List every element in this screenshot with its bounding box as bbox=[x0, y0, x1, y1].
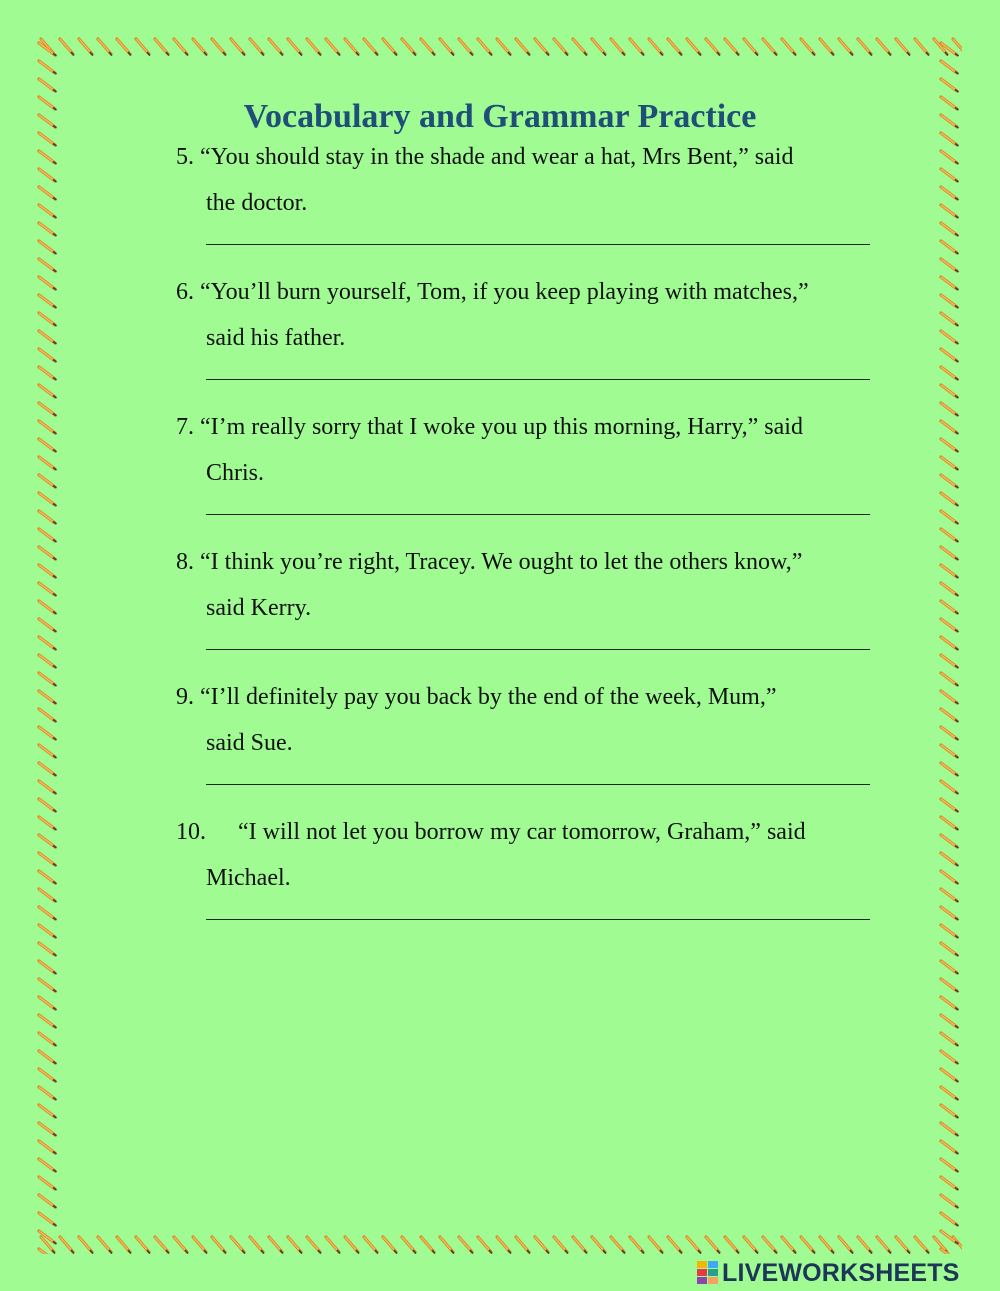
question-5 bbox=[176, 143, 876, 216]
answer-line-10[interactable] bbox=[206, 901, 870, 920]
question-text-continued: said Kerry. bbox=[206, 595, 312, 621]
question-number: 8. bbox=[176, 549, 194, 575]
question-number: 6. bbox=[176, 279, 194, 305]
answer-line-6[interactable] bbox=[206, 361, 870, 380]
liveworksheets-logo-icon bbox=[697, 1261, 719, 1285]
pencil-border-top bbox=[38, 36, 962, 58]
question-number: 10. bbox=[176, 819, 206, 845]
answer-line-5[interactable] bbox=[206, 226, 870, 245]
answer-line-9[interactable] bbox=[206, 766, 870, 785]
question-text-continued: Chris. bbox=[206, 460, 265, 486]
question-8 bbox=[176, 548, 876, 621]
pencil-border-right bbox=[938, 40, 960, 1254]
question-9 bbox=[176, 683, 876, 756]
question-text: “I will not let you borrow my car tomorrow, Graham,” said bbox=[238, 819, 806, 845]
worksheet-title: Vocabulary and Grammar Practice bbox=[243, 98, 757, 135]
question-text: “You’ll burn yourself, Tom, if you keep playing with matches,” bbox=[200, 279, 809, 305]
question-text: “You should stay in the shade and wear a hat, Mrs Bent,” said bbox=[200, 144, 794, 170]
answer-line-7[interactable] bbox=[206, 496, 870, 515]
question-text-continued: Michael. bbox=[206, 865, 291, 891]
question-6 bbox=[176, 278, 876, 351]
question-number: 9. bbox=[176, 684, 194, 710]
question-text: “I think you’re right, Tracey. We ought to let the others know,” bbox=[200, 549, 803, 575]
pencil-border-bottom bbox=[38, 1234, 962, 1256]
question-number: 5. bbox=[176, 144, 194, 170]
liveworksheets-logo[interactable] bbox=[697, 1259, 960, 1287]
question-10 bbox=[176, 818, 876, 891]
logo-text: LIVEWORKSHEETS bbox=[722, 1259, 960, 1287]
question-7 bbox=[176, 413, 876, 486]
pencil-border-left bbox=[36, 40, 58, 1254]
question-text-continued: said his father. bbox=[206, 325, 346, 351]
question-text: “I’ll definitely pay you back by the end of the week, Mum,” bbox=[200, 684, 777, 710]
question-text-continued: the doctor. bbox=[206, 190, 308, 216]
question-text-continued: said Sue. bbox=[206, 730, 293, 756]
question-text: “I’m really sorry that I woke you up this morning, Harry,” said bbox=[200, 414, 803, 440]
question-number: 7. bbox=[176, 414, 194, 440]
answer-line-8[interactable] bbox=[206, 631, 870, 650]
